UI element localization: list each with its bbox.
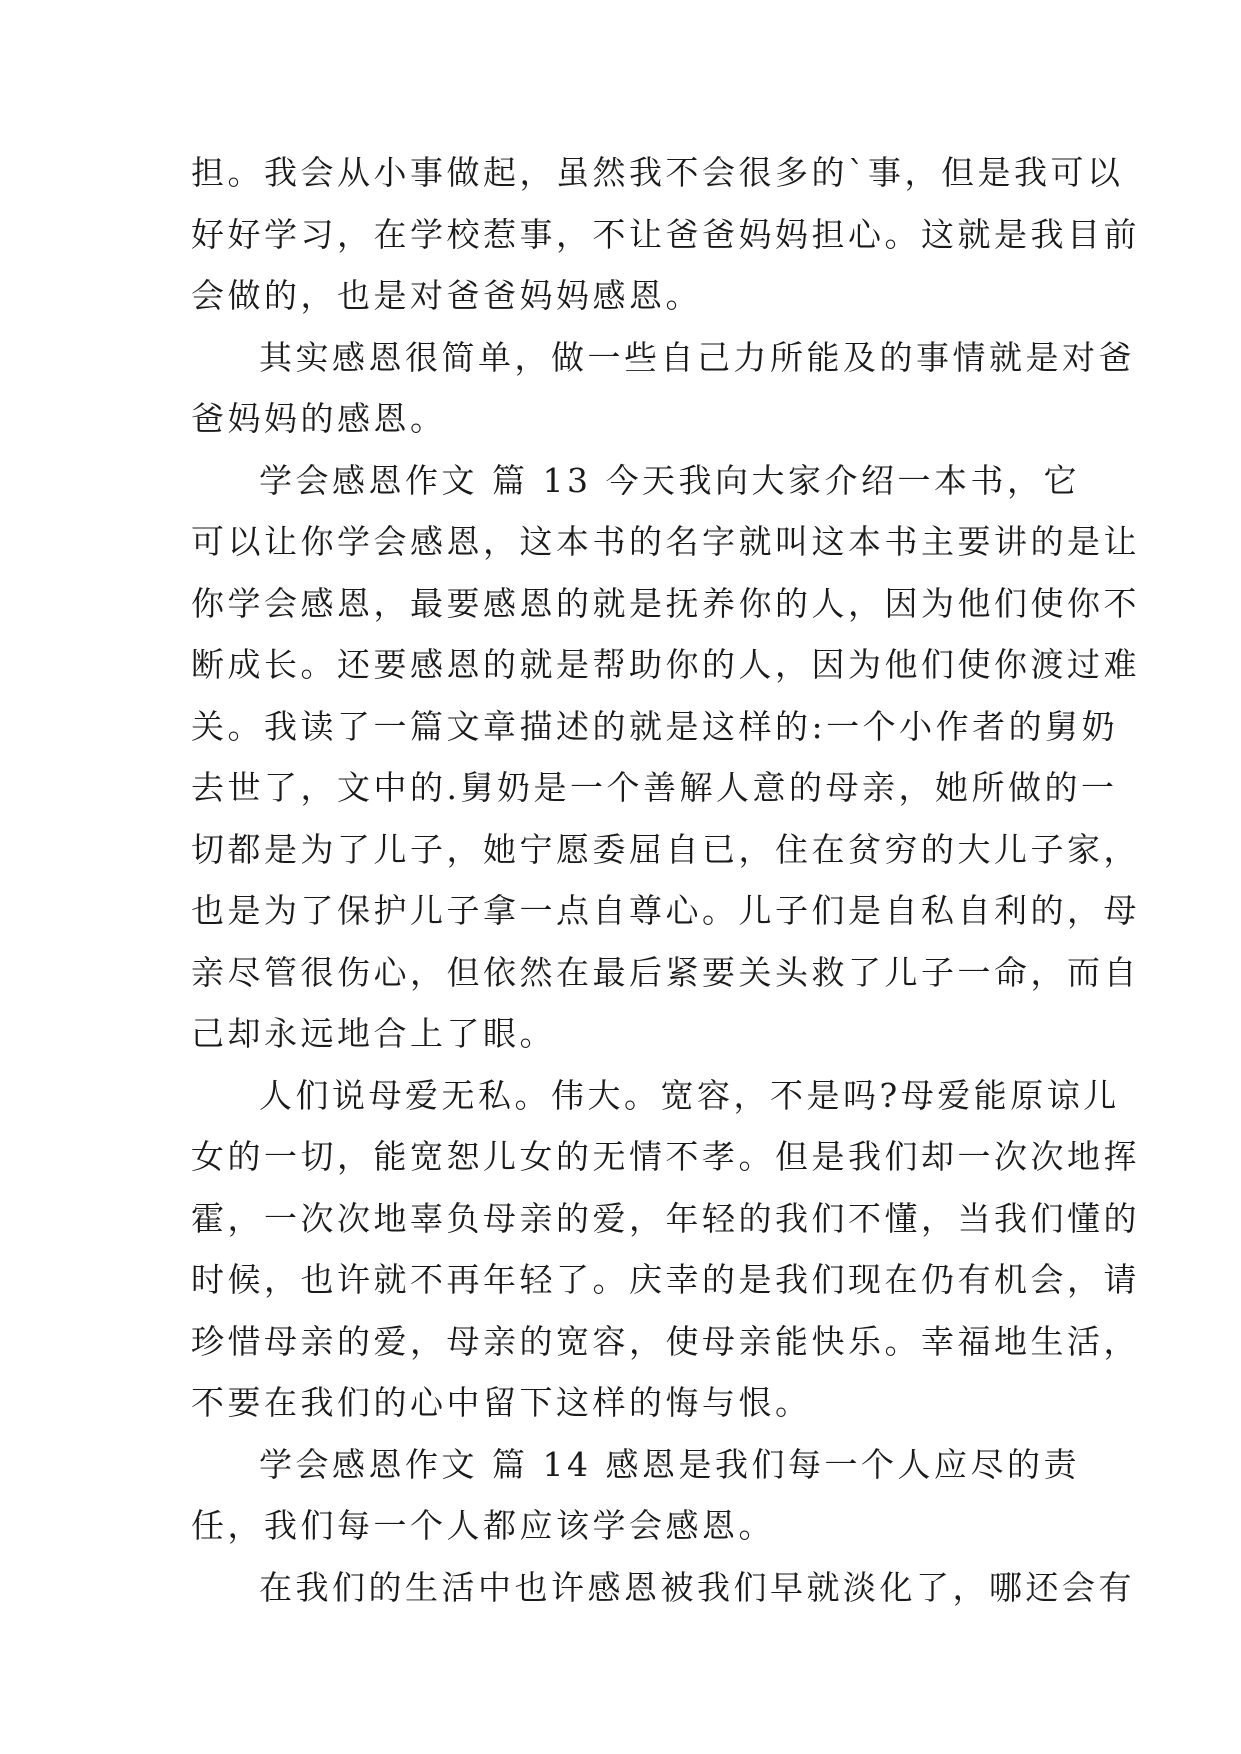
text-line: 女的一切，能宽恕儿女的无情不孝。但是我们却一次次地挥: [191, 1137, 1140, 1176]
text-line: 学会感恩作文 篇 14 感恩是我们每一个人应尽的责: [259, 1444, 1080, 1484]
text-line: 时候，也许就不再年轻了。庆幸的是我们现在仍有机会，请: [191, 1260, 1140, 1299]
text-line: 可以让你学会感恩，这本书的名字就叫这本书主要讲的是让: [191, 522, 1140, 561]
text-line: 任，我们每一个人都应该学会感恩。: [191, 1506, 775, 1545]
text-line: 会做的，也是对爸爸妈妈感恩。: [191, 276, 702, 315]
text-line: 也是为了保护儿子拿一点自尊心。儿子们是自私自利的，母: [191, 891, 1140, 930]
text-line: 关。我读了一篇文章描述的就是这样的:一个小作者的舅奶: [191, 706, 1119, 746]
text-line: 亲尽管很伤心，但依然在最后紧要关头救了儿子一命，而自: [191, 952, 1140, 992]
text-line: 断成长。还要感恩的就是帮助你的人，因为他们使你渡过难: [191, 645, 1140, 684]
text-line: 担。我会从小事做起，虽然我不会很多的`事，但是我可以: [191, 153, 1124, 192]
text-line: 珍惜母亲的爱，母亲的宽容，使母亲能快乐。幸福地生活，: [191, 1321, 1140, 1361]
text-line: 去世了，文中的.舅奶是一个善解人意的母亲，她所做的一: [191, 768, 1118, 807]
text-line: 学会感恩作文 篇 13 今天我向大家介绍一本书，它: [259, 460, 1080, 500]
text-line: 己却永远地合上了眼。: [191, 1014, 556, 1053]
text-line: 霍，一次次地辜负母亲的爱，年轻的我们不懂，当我们懂的: [191, 1198, 1140, 1238]
text-line: 不要在我们的心中留下这样的悔与恨。: [191, 1383, 812, 1422]
body-text: [191, 142, 1140, 1618]
text-line: 人们说母爱无私。伟大。宽容，不是吗?母爱能原谅儿: [259, 1075, 1120, 1115]
text-line: 好好学习，在学校惹事，不让爸爸妈妈担心。这就是我目前: [191, 214, 1140, 254]
text-line: 在我们的生活中也许感恩被我们早就淡化了，哪还会有: [259, 1567, 1135, 1607]
text-line: 你学会感恩，最要感恩的就是抚养你的人，因为他们使你不: [191, 583, 1140, 623]
text-line: 爸妈妈的感恩。: [191, 399, 447, 438]
text-line: 切都是为了儿子，她宁愿委屈自已，住在贫穷的大儿子家，: [191, 829, 1140, 869]
text-line: 其实感恩很简单，做一些自己力所能及的事情就是对爸: [259, 337, 1135, 377]
